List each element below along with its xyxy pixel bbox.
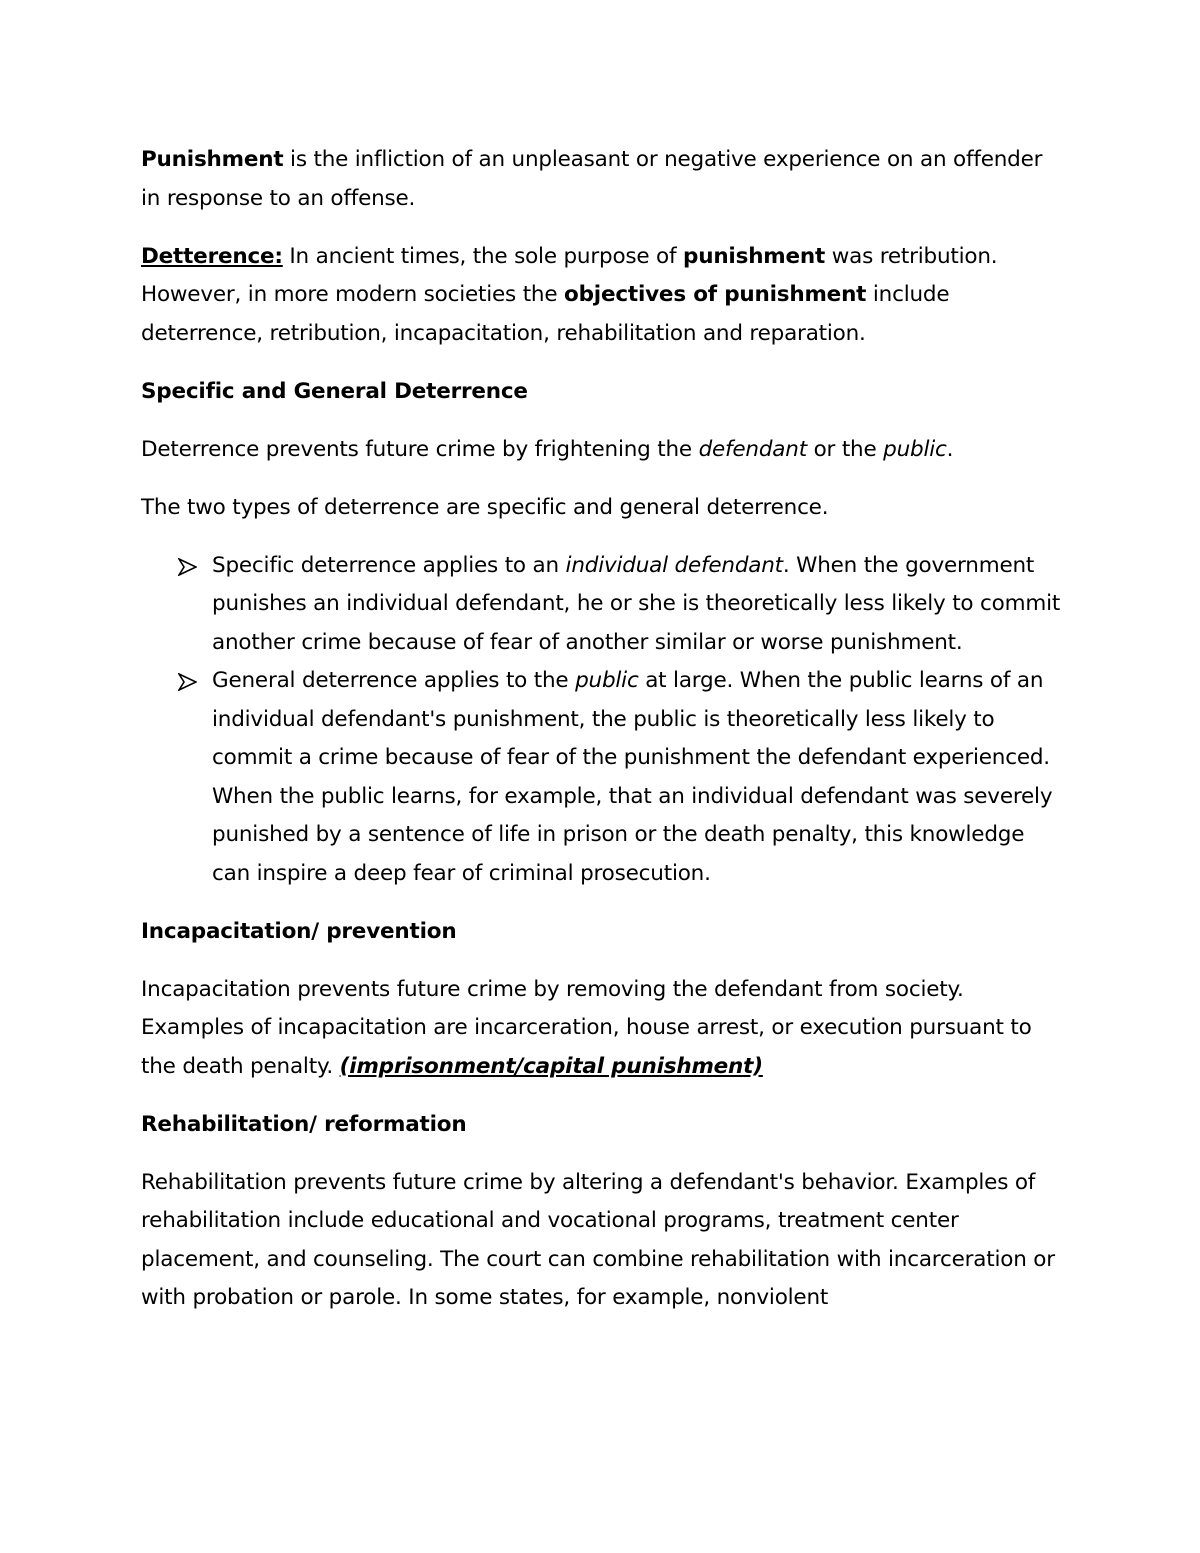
incapacitation-note xyxy=(340,1054,763,1079)
bullet-text-2: . When the government punishes an individual defendant, he or she is theoretically less likely to commit another crime because of fear of another similar or worse punishment. xyxy=(212,552,1061,655)
detterence-text-2: was retribution. However, in more modern societies the xyxy=(141,243,998,307)
document-body xyxy=(141,141,1066,1337)
bullet-italic: public xyxy=(575,668,639,693)
detterence-text-1: In ancient times, the sole purpose of xyxy=(282,243,684,269)
detterence-label: Detterence: xyxy=(141,243,283,269)
paragraph-two-types: The two types of deterrence are specific and general deterrence. xyxy=(141,494,829,520)
deterrence-italic-2: public xyxy=(883,436,947,462)
arrow-bullet-icon xyxy=(178,673,197,691)
bullet-text-1: General deterrence applies to the xyxy=(212,668,576,693)
paragraph-deterrence-prevents xyxy=(141,431,1066,470)
heading-specific-general-deterrence: Specific and General Deterrence xyxy=(141,378,528,404)
bullet-text-1: Specific deterrence applies to an xyxy=(212,552,566,578)
definition-text: is the infliction of an unpleasant or negative experience on an offender in response to an offense. xyxy=(141,147,1043,211)
paragraph-rehabilitation: Rehabilitation prevents future crime by altering a defendant's behavior. Examples of rehabilitation include educational and vocational programs, treatment center placement, and counseling. The court can combine rehabilitation with incarceration or with probation or parole. In some states, for example, nonviolent xyxy=(141,1169,1055,1310)
deterrence-text-1: Deterrence prevents future crime by frightening the xyxy=(141,436,699,462)
bullet-text-2: at large. When the public learns of an individual defendant's punishment, the public is theoretically less likely to commit a crime because of fear of the punishment the defendant experienced. When the public learns, for example, that an individual defendant was severely punished by a sentence of life in prison or the death penalty, this knowledge can inspire a deep fear of criminal prosecution. xyxy=(212,668,1053,886)
deterrence-text-2: or the xyxy=(806,436,884,462)
detterence-bold-1: punishment xyxy=(683,243,826,269)
deterrence-bullet-list xyxy=(141,547,1066,894)
paragraph-detterence xyxy=(141,238,1066,354)
bullet-italic: individual defendant xyxy=(565,552,783,578)
incapacitation-note-text: (imprisonment/capital punishment) xyxy=(339,1053,763,1079)
paragraph-punishment-definition xyxy=(141,141,1066,218)
list-item xyxy=(141,547,1066,663)
paragraph-incapacitation xyxy=(141,971,1066,1087)
heading-rehabilitation: Rehabilitation/ reformation xyxy=(141,1111,467,1137)
detterence-text-3: include deterrence, retribution, incapacitation, rehabilitation and reparation. xyxy=(141,282,950,346)
term-punishment: Punishment xyxy=(141,147,284,172)
deterrence-italic-1: defendant xyxy=(698,436,807,462)
arrow-bullet-icon xyxy=(178,558,197,576)
list-item xyxy=(141,662,1066,893)
detterence-bold-2: objectives of punishment xyxy=(564,282,867,307)
deterrence-text-3: . xyxy=(946,436,954,462)
incapacitation-text: Incapacitation prevents future crime by removing the defendant from society. Examples of incapacitation are incarceration, house arrest, or execution pursuant to the death penalty. xyxy=(141,976,1032,1079)
heading-incapacitation: Incapacitation/ prevention xyxy=(141,918,457,944)
